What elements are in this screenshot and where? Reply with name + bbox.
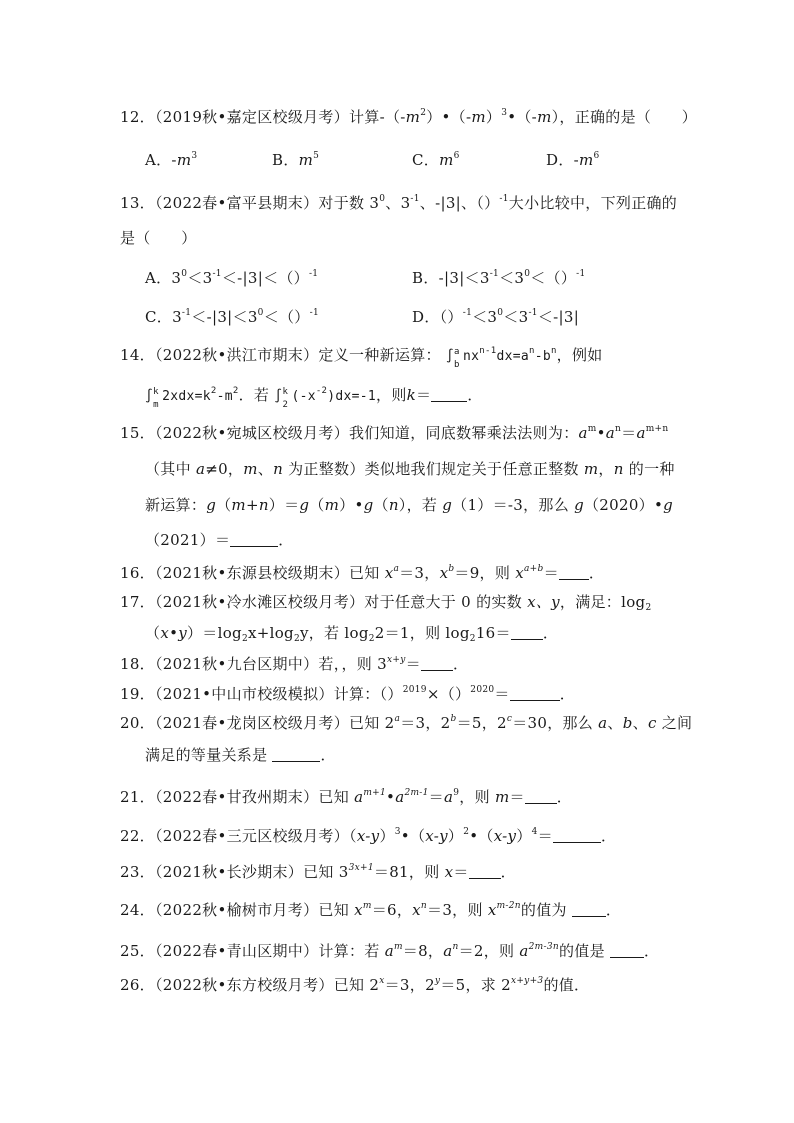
question-13-option-d: D．$()^{-1}<3^0<3^{-1}<-|3|$ — [412, 308, 580, 326]
answer-blank[interactable] — [572, 902, 606, 917]
question-19: 19．（2021•中山市校级模拟）计算：（）$^{2019}$×（）$^{2020}$＝ ． — [120, 685, 576, 703]
question-15-stem: 15．（2022秋•宛城区校级月考）我们知道，同底数幂乘法法则为：$a^m•a^n=a^{m+n}$ — [120, 424, 669, 442]
question-15-line3: 新运算：g（m+n）＝g（m）•g（n），若 g（1）＝-3，那么 g（2020）•g — [145, 496, 674, 514]
answer-blank[interactable] — [525, 789, 557, 804]
answer-blank[interactable] — [272, 747, 320, 762]
question-18: 18．（2021秋•九台区期中）若，，则 $3^{x+y}=$ ． — [120, 655, 469, 673]
question-12-option-b: B．$m^5$ — [272, 151, 320, 169]
question-15-line4: （2021）＝ ． — [145, 531, 294, 549]
answer-blank[interactable] — [230, 532, 278, 547]
question-13-option-a: A．$3^0<3^{-1}<-|3|<()^{-1}$ — [145, 269, 319, 287]
question-16: 16．（2021秋•东源县校级期末）已知 $x^a=3$，$x^b=9$，则 $x^{a+b}=$ ． — [120, 564, 605, 582]
question-15-line2: （其中 a≠0，m、n 为正整数）类似地我们规定关于任意正整数 m，n 的一种 — [145, 460, 675, 478]
question-26: 26．（2022秋•东方校级月考）已知 $2^x=3$，$2^y=5$，求 $2^{x+y+3}$的值． — [120, 976, 590, 994]
question-13-option-c: C．$3^{-1}<-|3|<3^0<()^{-1}$ — [145, 308, 319, 326]
question-14-stem: 14．（2022秋•洪江市期末）定义一种新运算： ∫ a b $nx^{n-1}dx=a^n-b^n$，例如 — [120, 346, 603, 370]
answer-blank[interactable] — [511, 625, 543, 640]
question-13-stem: 13．（2022春•富平县期末）对于数 $3^0$、$3^{-1}$、-|3|、（）$^{-1}$大小比较中，下列正确的 — [120, 194, 678, 212]
question-25: 25．（2022春•青山区期中）计算：若 $a^m=8$，$a^n=2$，则 $a^{2m-3n}$的值是 ． — [120, 942, 660, 960]
question-12-option-d: D．$-m^6$ — [546, 151, 600, 169]
question-12-option-c: C．$m^6$ — [412, 151, 460, 169]
question-12-stem: 12．（2019秋•嘉定区校级月考）计算$-(-m^2)•(-m)^3•(-m)$，正确的是（ ） — [120, 108, 698, 126]
answer-blank[interactable] — [610, 943, 644, 958]
answer-blank[interactable] — [421, 656, 453, 671]
question-17-stem: 17．（2021秋•冷水滩区校级月考）对于任意大于 0 的实数 x、y，满足：$\log_2$ — [120, 593, 652, 613]
question-13-stem-cont: 是（ ） — [120, 229, 197, 247]
answer-blank[interactable] — [469, 864, 501, 879]
question-22: 22．（2022春•三元区校级月考）$(x-y)^3•(x-y)^2•(x-y)^4=$ ． — [120, 827, 617, 845]
answer-blank[interactable] — [431, 387, 467, 402]
answer-blank[interactable] — [559, 565, 589, 580]
question-20-stem: 20．（2021春•龙岗区校级月考）已知 $2^a=3$，$2^b=5$，$2^c=30$，那么 a、b、c 之间 — [120, 714, 693, 732]
answer-blank[interactable] — [553, 828, 601, 843]
question-23: 23．（2021秋•长沙期末）已知 $3^{3x+1}=81$，则 x＝ ． — [120, 863, 516, 881]
integral-formula: ∫ a b $nx^{n-1}dx=a^n-b^n$ — [445, 346, 557, 370]
question-20-line2: 满足的等量关系是 ． — [145, 746, 336, 764]
question-24: 24．（2022秋•榆树市月考）已知 $x^m=6$，$x^n=3$，则 $x^{m-2n}$的值为 ． — [120, 901, 622, 919]
question-17-line2: $(x•y)=\log_2x+\log_2y$，若 $\log_22=1$，则 $\log_216=$ ． — [145, 624, 559, 644]
question-12-option-a: A．$-m^3$ — [145, 151, 198, 169]
question-13-option-b: B．$-|3|<3^{-1}<3^0<()^{-1}$ — [412, 269, 586, 287]
question-21: 21．（2022春•甘孜州期末）已知 $a^{m+1}•a^{2m-1}=a^9$，则 m＝ ． — [120, 788, 573, 806]
answer-blank[interactable] — [510, 686, 560, 701]
question-14-stem-cont: ∫ k m $2xdx=k^2-m^2$．若 ∫ k 2 $(-x^{-2})dx=-1$，则k＝ ． — [145, 386, 483, 410]
